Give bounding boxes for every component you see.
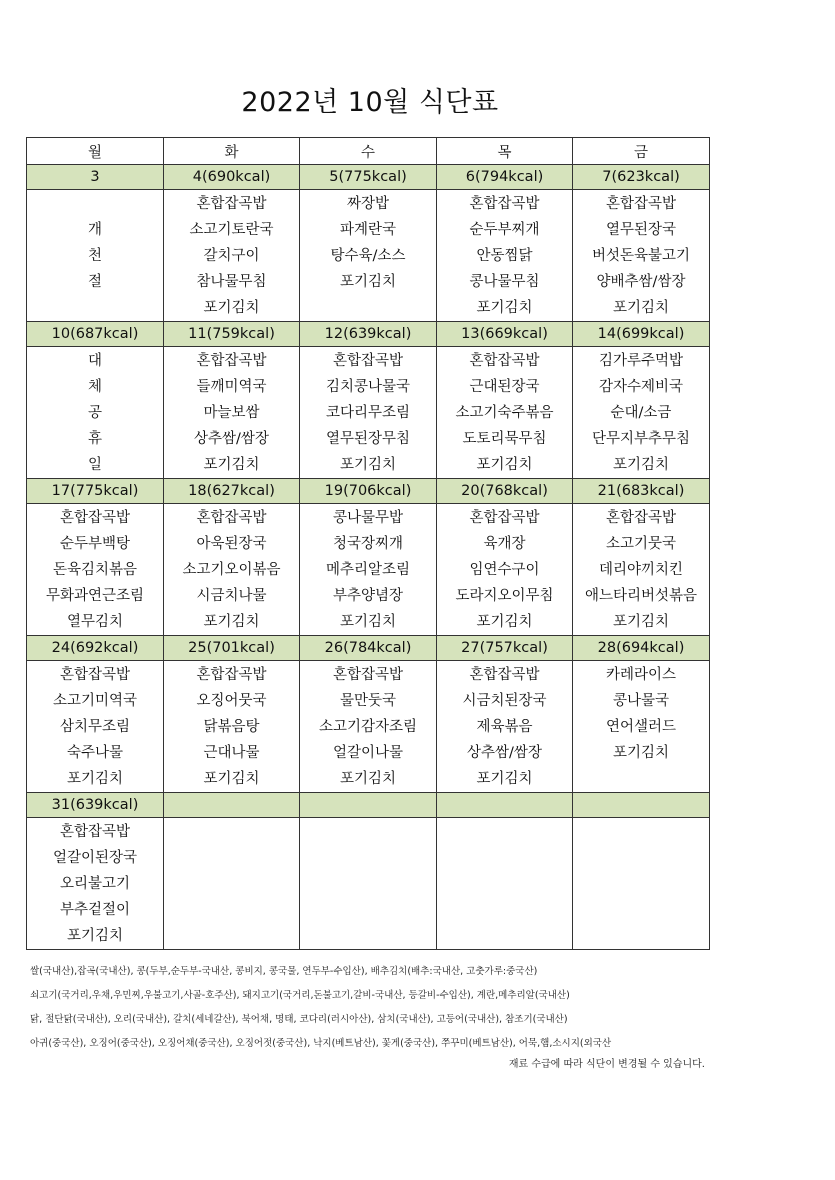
menu-item: 포기김치 (612, 614, 670, 630)
menu-cell (164, 504, 300, 636)
menu-item: 포기김치 (476, 300, 533, 316)
menu-item (300, 295, 436, 321)
menu-cell (27, 504, 164, 636)
menu-row (27, 661, 710, 793)
menu-item: 임연수구이 (469, 562, 540, 578)
menu-item: 데리야끼치킨 (598, 562, 684, 578)
menu-cell (300, 504, 437, 636)
menu-item: 혼합잡곡밥 (59, 824, 131, 840)
menu-row (27, 818, 710, 950)
menu-item: 마늘보쌈 (203, 405, 260, 421)
menu-item: 혼합잡곡밥 (605, 196, 677, 212)
menu-item: 혼합잡곡밥 (469, 510, 540, 526)
menu-item (437, 871, 572, 897)
menu-item: 혼합잡곡밥 (196, 353, 267, 369)
menu-cell (27, 818, 164, 950)
menu-item: 근대나물 (203, 745, 260, 761)
menu-item: 탕수육/소스 (330, 248, 406, 264)
menu-item: 애느타리버섯볶음 (584, 588, 698, 604)
menu-row (27, 347, 710, 479)
date-cell: 31(639kcal) (27, 793, 164, 818)
menu-item: 부추겉절이 (59, 902, 131, 918)
menu-item: 청국장찌개 (332, 536, 404, 552)
date-cell: 20(768kcal) (437, 479, 573, 504)
date-cell: 11(759kcal) (164, 322, 300, 347)
menu-cell (437, 347, 573, 479)
menu-item: 도토리묵무침 (462, 431, 547, 447)
menu-item: 부추양념장 (332, 588, 404, 604)
menu-item: 포기김치 (339, 771, 397, 787)
menu-item: 포기김치 (476, 457, 533, 473)
date-cell (437, 793, 573, 818)
menu-item: 짜장밥 (346, 196, 390, 212)
menu-cell (437, 661, 573, 793)
date-cell (573, 793, 710, 818)
menu-item: 혼합잡곡밥 (332, 667, 404, 683)
menu-item: 오리불고기 (59, 876, 131, 892)
menu-item: 휴 (87, 431, 102, 447)
weekday-header: 수 (300, 138, 437, 165)
menu-item (300, 871, 436, 897)
menu-item: 열무된장무침 (325, 431, 411, 447)
menu-item: 메추리알조림 (325, 562, 411, 578)
menu-item: 천 (87, 248, 102, 264)
menu-item: 혼합잡곡밥 (469, 196, 540, 212)
menu-item: 혼합잡곡밥 (605, 510, 677, 526)
menu-item: 오징어뭇국 (196, 693, 267, 709)
menu-item: 포기김치 (476, 771, 533, 787)
date-cell: 26(784kcal) (300, 636, 437, 661)
menu-item: 혼합잡곡밥 (59, 510, 131, 526)
menu-item: 카레라이스 (605, 667, 677, 683)
menu-item (164, 923, 299, 949)
menu-item: 물만둣국 (339, 693, 397, 709)
page-title: 2022년 10월 식단표 (241, 87, 499, 118)
menu-item: 포기김치 (203, 614, 260, 630)
menu-item: 소고기토란국 (189, 222, 274, 238)
menu-item (300, 819, 436, 845)
menu-item: 혼합잡곡밥 (469, 353, 540, 369)
menu-row (27, 190, 710, 322)
weekday-header: 월 (27, 138, 164, 165)
menu-item: 숙주나물 (66, 745, 124, 761)
date-cell: 3 (27, 165, 164, 190)
menu-cell (27, 190, 164, 322)
origin-note: 쇠고기(국거리,우채,우민찌,우불고기,사골-호주산), 돼지고기(국거리,돈불고기,갈비-국내산, 등갈비-수입산), 계란,메추리알(국내산) (30, 990, 570, 1001)
menu-cell (437, 190, 573, 322)
menu-item: 혼합잡곡밥 (469, 667, 540, 683)
menu-cell (300, 347, 437, 479)
menu-table (26, 137, 710, 950)
menu-item: 순두부찌개 (469, 222, 540, 238)
menu-item: 포기김치 (66, 771, 124, 787)
menu-item: 콩나물국 (612, 693, 670, 709)
date-cell: 28(694kcal) (573, 636, 710, 661)
menu-item: 절 (87, 274, 102, 290)
menu-item: 참나물무침 (196, 274, 267, 290)
menu-item: 시금치된장국 (462, 693, 547, 709)
menu-cell (573, 818, 710, 950)
menu-item: 상추쌈/쌈장 (194, 431, 269, 447)
menu-item (573, 845, 709, 871)
menu-item (573, 819, 709, 845)
menu-row (27, 504, 710, 636)
menu-item: 얼갈이된장국 (52, 850, 138, 866)
menu-item (573, 897, 709, 923)
date-cell: 14(699kcal) (573, 322, 710, 347)
date-cell: 18(627kcal) (164, 479, 300, 504)
menu-item: 혼합잡곡밥 (196, 510, 267, 526)
origin-note: 닭, 절단닭(국내산), 오리(국내산), 갈치(세네갈산), 북어채, 명태, 코다리(러시아산), 삼치(국내산), 고등어(국내산), 참조기(국내산) (30, 1014, 568, 1025)
menu-item (300, 897, 436, 923)
weekday-header: 화 (164, 138, 300, 165)
date-cell: 17(775kcal) (27, 479, 164, 504)
menu-item (573, 871, 709, 897)
menu-item: 콩나물무침 (469, 274, 540, 290)
date-cell (300, 793, 437, 818)
menu-cell (573, 504, 710, 636)
date-row (27, 322, 710, 347)
menu-item: 포기김치 (339, 614, 397, 630)
menu-item: 포기김치 (339, 274, 397, 290)
menu-cell (437, 504, 573, 636)
menu-item: 김가루주먹밥 (598, 353, 684, 369)
menu-item: 얼갈이나물 (332, 745, 404, 761)
menu-item: 삼치무조림 (59, 719, 131, 735)
date-cell: 7(623kcal) (573, 165, 710, 190)
menu-cell (573, 661, 710, 793)
menu-item: 제육볶음 (476, 719, 533, 735)
menu-item: 감자수제비국 (598, 379, 684, 395)
menu-item (164, 897, 299, 923)
menu-cell (164, 661, 300, 793)
menu-item: 상추쌈/쌈장 (467, 745, 542, 761)
menu-item: 일 (87, 457, 102, 473)
origin-note: 아귀(중국산), 오징어(중국산), 오징어채(중국산), 오징어젓(중국산), 낙지(베트남산), 꽃게(중국산), 쭈꾸미(베트남산), 어묵,햄,소시지(외국산 (30, 1038, 612, 1049)
menu-item: 시금치나물 (196, 588, 267, 604)
menu-cell (27, 661, 164, 793)
menu-item: 콩나물무밥 (332, 510, 404, 526)
menu-item: 소고기미역국 (52, 693, 138, 709)
menu-item: 포기김치 (339, 457, 397, 473)
date-row (27, 793, 710, 818)
menu-item: 열무된장국 (605, 222, 677, 238)
menu-item: 포기김치 (203, 300, 260, 316)
weekday-header: 금 (573, 138, 710, 165)
menu-item: 무화과연근조림 (45, 588, 145, 604)
date-cell: 4(690kcal) (164, 165, 300, 190)
menu-item (437, 845, 572, 871)
date-row (27, 479, 710, 504)
menu-cell (573, 190, 710, 322)
menu-cell (164, 347, 300, 479)
menu-item: 포기김치 (612, 745, 670, 761)
menu-item: 포기김치 (612, 457, 670, 473)
menu-item: 소고기오이볶음 (182, 562, 281, 578)
date-row (27, 636, 710, 661)
date-row (27, 165, 710, 190)
menu-cell (573, 347, 710, 479)
menu-cell (300, 190, 437, 322)
menu-item (164, 845, 299, 871)
menu-item (437, 897, 572, 923)
menu-item: 혼합잡곡밥 (332, 353, 404, 369)
menu-item (27, 191, 163, 217)
weekday-header: 목 (437, 138, 573, 165)
menu-item: 아욱된장국 (196, 536, 267, 552)
menu-item (300, 923, 436, 949)
menu-cell (164, 190, 300, 322)
date-cell: 19(706kcal) (300, 479, 437, 504)
menu-item: 양배추쌈/쌈장 (596, 274, 686, 290)
origin-notes (30, 960, 720, 1056)
menu-item: 공 (87, 405, 102, 421)
menu-item: 포기김치 (612, 300, 670, 316)
menu-item: 포기김치 (203, 771, 260, 787)
menu-item: 닭볶음탕 (203, 719, 260, 735)
menu-item: 혼합잡곡밥 (59, 667, 131, 683)
menu-cell (164, 818, 300, 950)
disclaimer: 재료 수급에 따라 식단이 변경될 수 있습니다. (508, 1059, 705, 1070)
menu-item: 김치콩나물국 (325, 379, 411, 395)
date-cell: 10(687kcal) (27, 322, 164, 347)
date-cell: 25(701kcal) (164, 636, 300, 661)
menu-item: 포기김치 (66, 928, 124, 944)
menu-item (164, 819, 299, 845)
menu-item: 근대된장국 (469, 379, 540, 395)
menu-item: 소고기감자조림 (318, 719, 418, 735)
menu-item: 포기김치 (203, 457, 260, 473)
menu-item (573, 766, 709, 792)
menu-item: 순두부백탕 (59, 536, 131, 552)
menu-item (573, 923, 709, 949)
menu-item: 육개장 (483, 536, 526, 552)
date-cell (164, 793, 300, 818)
date-cell: 12(639kcal) (300, 322, 437, 347)
menu-item: 개 (87, 222, 102, 238)
date-cell: 13(669kcal) (437, 322, 573, 347)
weekday-header-row (27, 138, 710, 165)
menu-cell (300, 661, 437, 793)
menu-item: 단무지부추무침 (591, 431, 691, 447)
origin-note: 쌀(국내산),잡곡(국내산), 콩(두부,순두부-국내산, 콩비지, 콩국물, 연두부-수입산), 배추김치(배추:국내산, 고춧가루:중국산) (30, 966, 538, 977)
menu-item: 안동찜닭 (476, 248, 533, 264)
date-cell: 6(794kcal) (437, 165, 573, 190)
menu-cell (437, 818, 573, 950)
menu-item: 코다리무조림 (325, 405, 411, 421)
menu-item: 파계란국 (339, 222, 397, 238)
menu-item (437, 923, 572, 949)
menu-item: 포기김치 (476, 614, 533, 630)
menu-item (437, 819, 572, 845)
menu-item: 돈육김치볶음 (52, 562, 138, 578)
menu-item: 갈치구이 (203, 248, 260, 264)
menu-item: 버섯돈육불고기 (591, 248, 691, 264)
menu-item (164, 871, 299, 897)
menu-item (27, 295, 163, 321)
date-cell: 27(757kcal) (437, 636, 573, 661)
date-cell: 24(692kcal) (27, 636, 164, 661)
menu-item: 열무김치 (66, 614, 124, 630)
menu-item: 혼합잡곡밥 (196, 196, 267, 212)
date-cell: 21(683kcal) (573, 479, 710, 504)
menu-item: 소고기뭇국 (605, 536, 677, 552)
menu-item: 대 (87, 353, 102, 369)
date-cell: 5(775kcal) (300, 165, 437, 190)
menu-cell (27, 347, 164, 479)
menu-item: 혼합잡곡밥 (196, 667, 267, 683)
menu-item: 체 (87, 379, 102, 395)
menu-item: 들깨미역국 (196, 379, 267, 395)
menu-cell (300, 818, 437, 950)
menu-item: 소고기숙주볶음 (455, 405, 554, 421)
menu-item: 순대/소금 (610, 405, 672, 421)
menu-item: 연어샐러드 (605, 719, 677, 735)
menu-item: 도라지오이무침 (455, 588, 554, 604)
menu-item (300, 845, 436, 871)
